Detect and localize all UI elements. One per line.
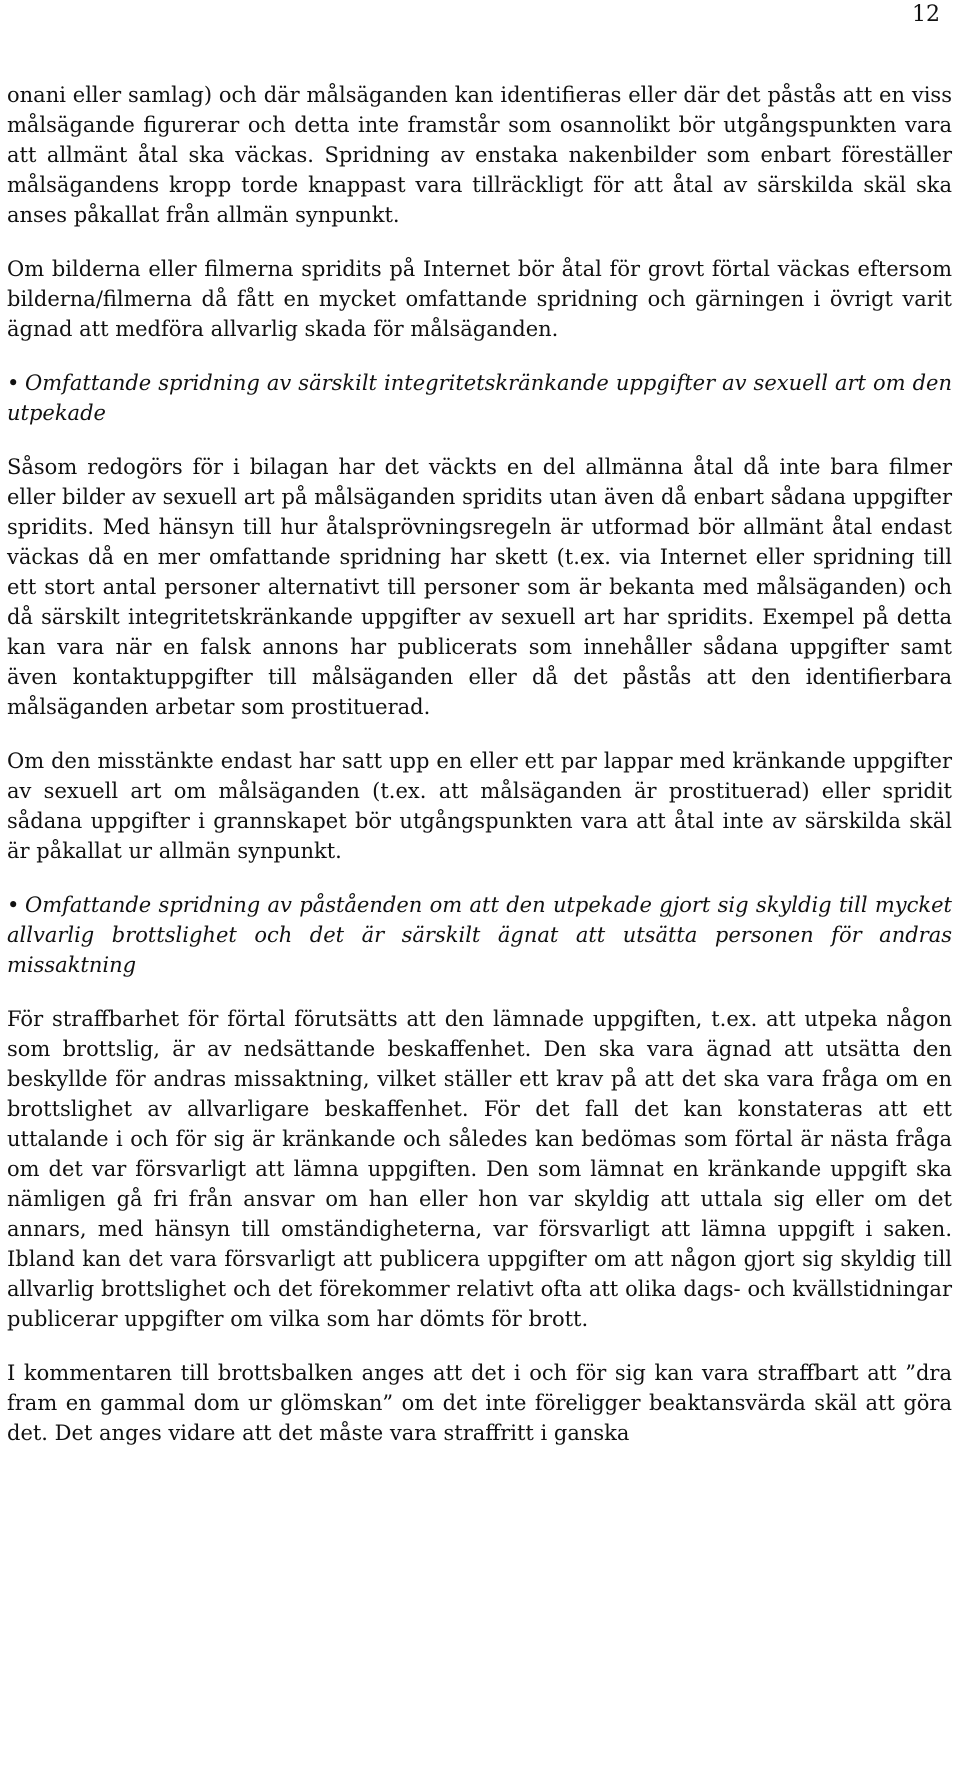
page-number: 12 (912, 2, 940, 27)
paragraph-1: onani eller samlag) och där målsäganden kan identifieras eller där det påstås att en viss målsägande figurerar och detta inte framstår som osannolikt bör utgångspunkten vara att allmänt åtal ska väckas. Spridning av enstaka nakenbilder som enbart föreställer målsägandens kropp torde knappast vara tillräckligt för att åtal av särskilda skäl ska anses påkallat från allmän synpunkt. (7, 83, 952, 227)
paragraph-5: För straffbarhet för förtal förutsätts att den lämnade uppgiften, t.ex. att utpeka någon som brottslig, är av nedsättande beskaffenhet. Den ska vara ägnad att utsätta den beskyllde för andras missaktning, vilket ställer ett krav på att det ska vara fråga om en brottslighet av allvarligare beskaffenhet. För det fall det kan konstateras att ett uttalande i och för sig är kränkande och således kan bedömas som förtal är nästa fråga om det var försvarligt att lämna uppgiften. Den som lämnat en kränkande uppgift ska nämligen gå fri från ansvar om han eller hon var skyldig att uttala sig eller om det annars, med hänsyn till omständigheterna, var försvarligt att lämna uppgift i saken. Ibland kan det vara försvarligt att publicera uppgifter om att någon gjort sig skyldig till allvarlig brottslighet och det förekommer relativt ofta att olika dags- och kvällstidningar publicerar uppgifter om vilka som har dömts för brott. (7, 1007, 952, 1331)
bullet-icon: • (7, 893, 20, 917)
paragraph-2: Om bilderna eller filmerna spridits på Internet bör åtal för grovt förtal väckas eftersom bilderna/filmerna då fått en mycket omfattande spridning och gärningen i övrigt varit ägnad att medföra allvarlig skada för målsäganden. (7, 257, 952, 341)
bullet-icon: • (7, 371, 20, 395)
bullet-heading-text: Omfattande spridning av särskilt integritetskränkande uppgifter av sexuell art om den utpekade (7, 371, 952, 425)
document-body (7, 80, 952, 1448)
bullet-heading-text: Omfattande spridning av påståenden om att den utpekade gjort sig skyldig till mycket allvarlig brottslighet och det är särskilt ägnat att utsätta personen för andras missaktning (7, 893, 952, 977)
paragraph-3: Såsom redogörs för i bilagan har det väckts en del allmänna åtal då inte bara filmer eller bilder av sexuell art på målsäganden spridits utan även då enbart sådana uppgifter spridits. Med hänsyn till hur åtalsprövningsregeln är utformad bör allmänt åtal endast väckas då en mer omfattande spridning har skett (t.ex. via Internet eller spridning till ett stort antal personer alternativt till personer som är bekanta med målsäganden) och då särskilt integritetskränkande uppgifter av sexuell art har spridits. Exempel på detta kan vara när en falsk annons har publicerats som innehåller sådana uppgifter samt även kontaktuppgifter till målsäganden eller då det påstås att den identifierbara målsäganden arbetar som prostituerad. (7, 455, 952, 719)
paragraph-4: Om den misstänkte endast har satt upp en eller ett par lappar med kränkande uppgifter av sexuell art om målsäganden (t.ex. att målsäganden är prostituerad) eller spridit sådana uppgifter i grannskapet bör utgångspunkten vara att åtal inte av särskilda skäl är påkallat ur allmän synpunkt. (7, 749, 952, 863)
paragraph-6: I kommentaren till brottsbalken anges att det i och för sig kan vara straffbart att ”dra fram en gammal dom ur glömskan” om det inte föreligger beaktansvärda skäl att göra det. Det anges vidare att det måste vara straffritt i ganska (7, 1361, 952, 1445)
bullet-heading-1 (7, 368, 952, 428)
bullet-heading-2 (7, 890, 952, 980)
